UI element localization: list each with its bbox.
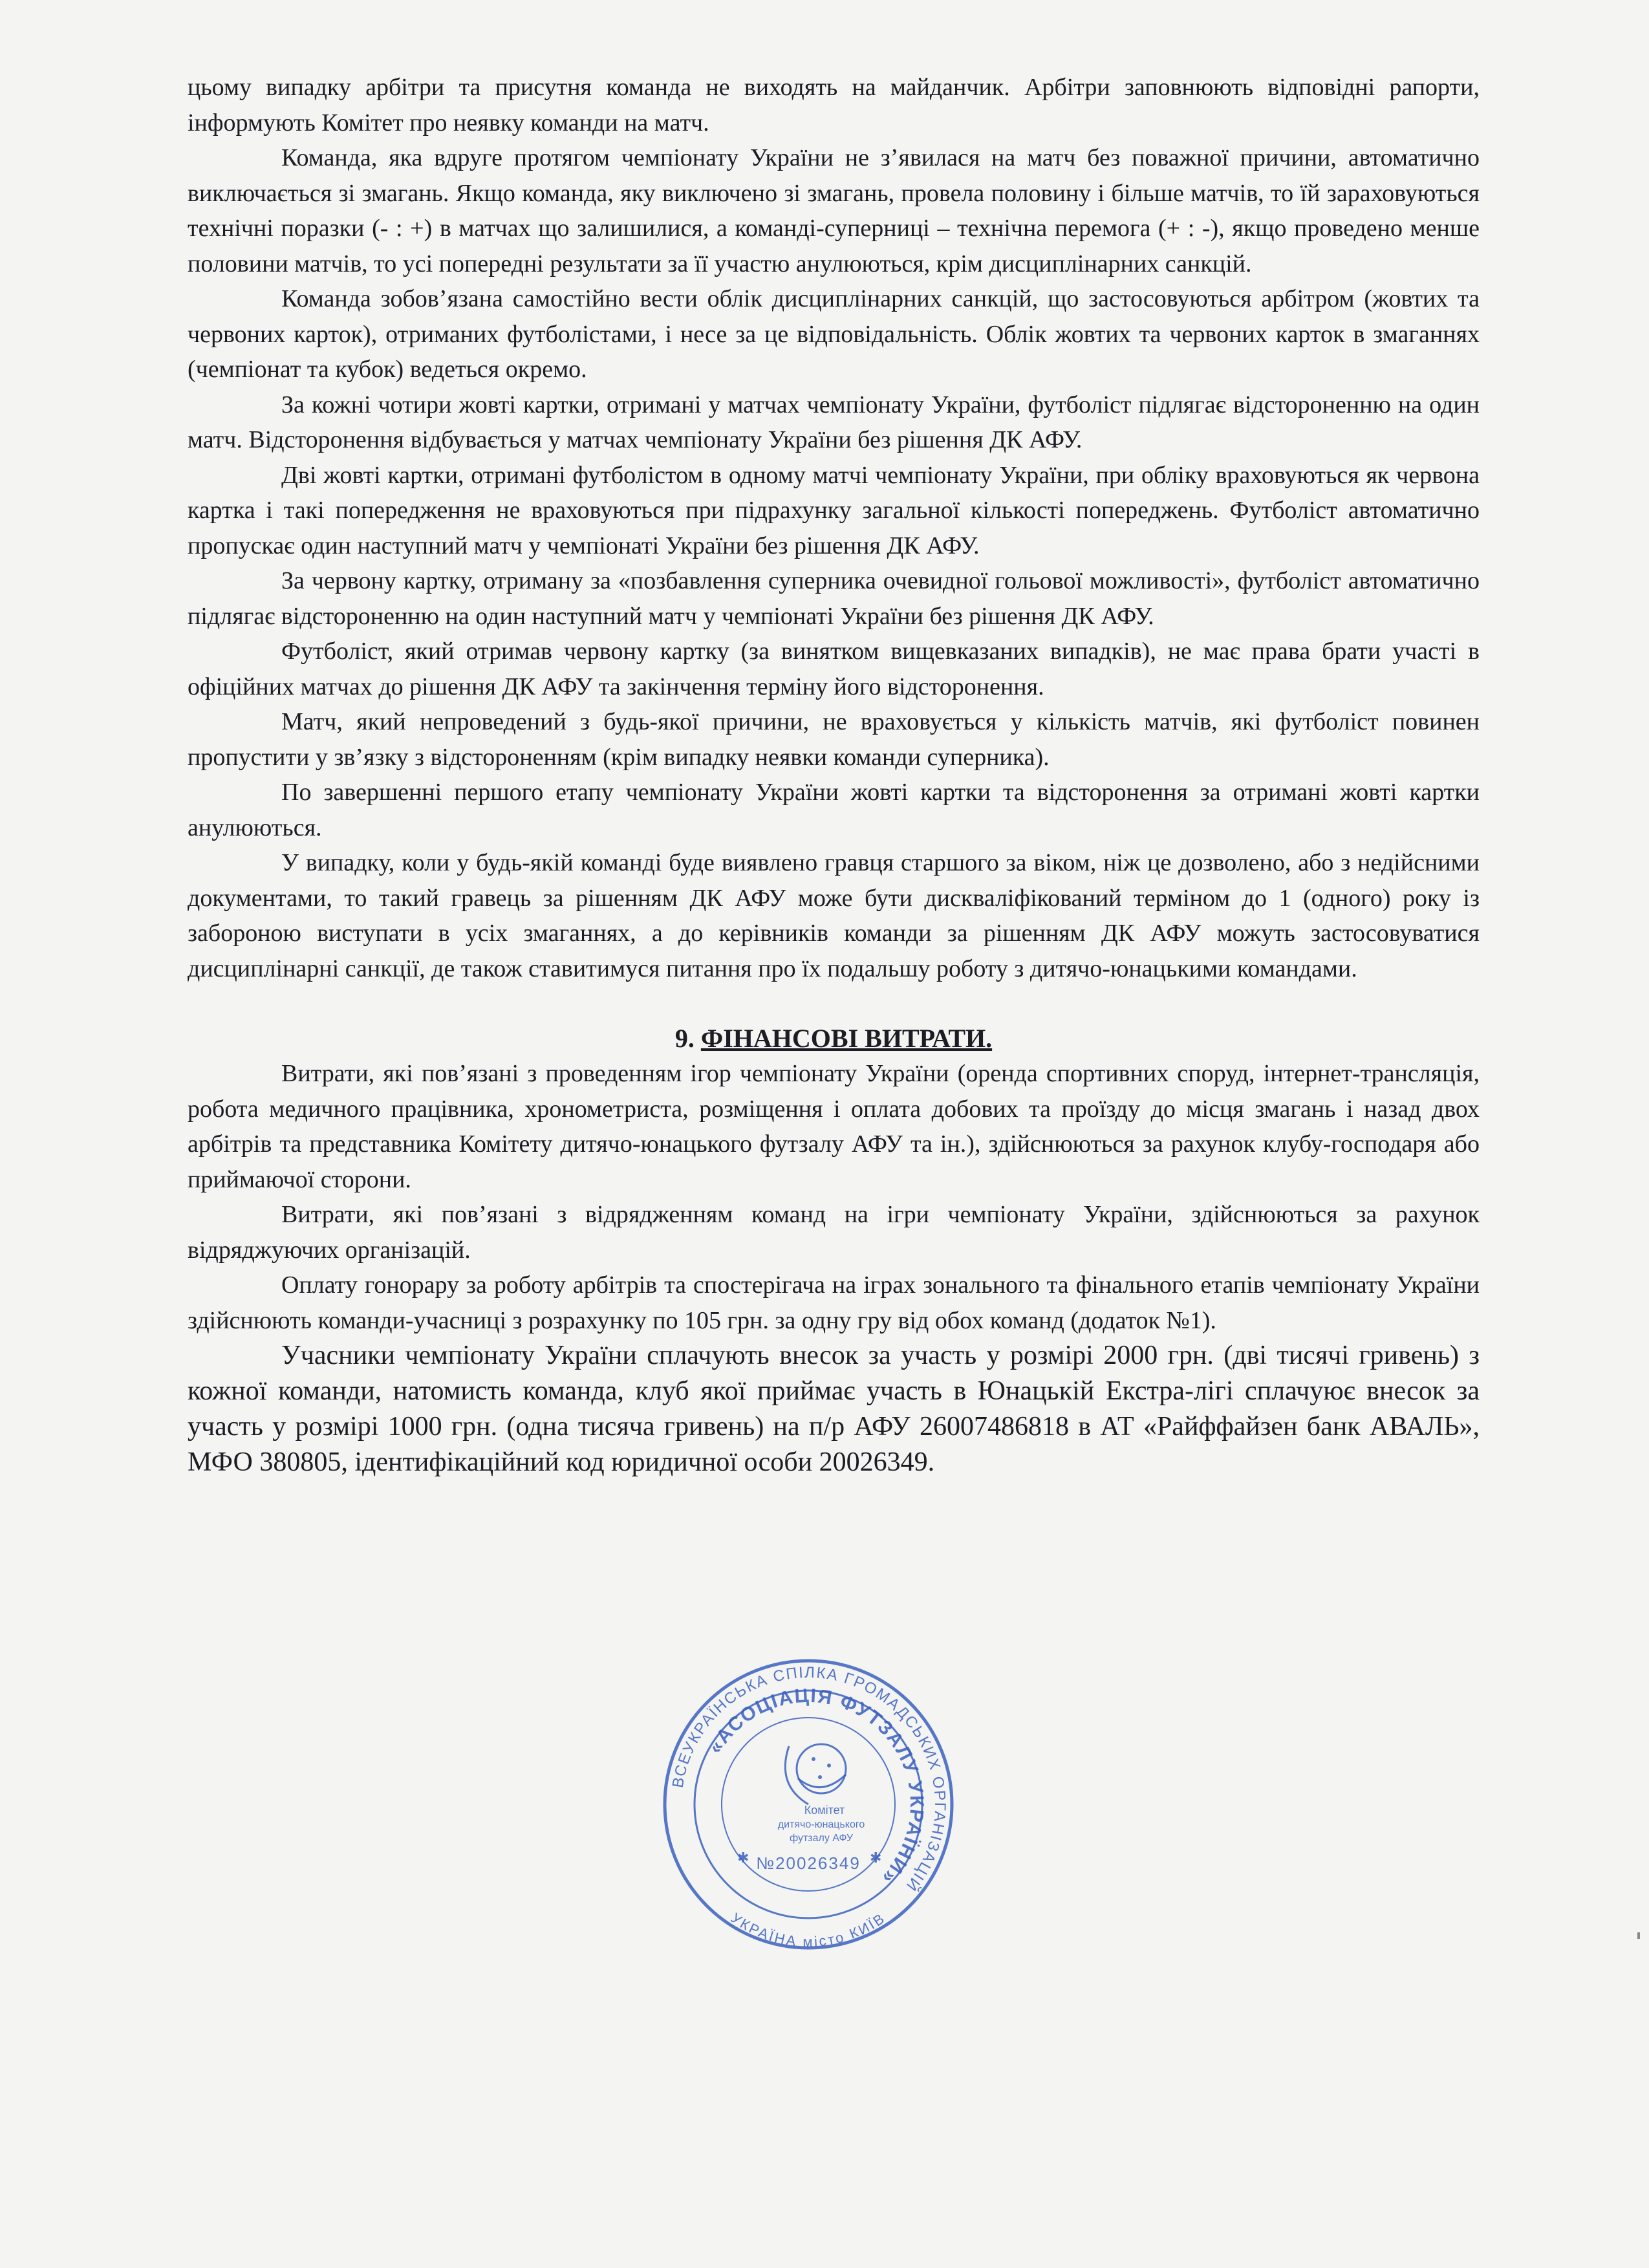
seal-star-left-icon: ✱ (737, 1850, 749, 1866)
paragraph-9: По завершенні першого етапу чемпіонату України жовті картки та відсторонення за отримані жовті картки анулюються. (188, 779, 1480, 841)
seal-inner-text: «АСОЦІАЦІЯ ФУТЗАЛУ УКРАЇНИ» (704, 1685, 928, 1889)
paragraph-10: У випадку, коли у будь-якій команді буде виявлено гравця старшого за віком, ніж це дозволено, або з недійсними документами, то такий гравець за рішенням ДК АФУ може бути дискваліфікований терміном до 1 (одного) року із забороною виступати в усіх змаганнях, а до керівників команди за рішенням ДК АФУ можуть застосовуватися дисциплінарні санкції, де також ставитимуся питання про їх подальшу роботу з дитячо-юнацькими командами. (188, 849, 1480, 982)
paragraph-4: За кожні чотири жовті картки, отримані у матчах чемпіонату України, футболіст підлягає відстороненню на один матч. Відсторонення відбувається у матчах чемпіонату України без рішення ДК АФУ. (188, 391, 1480, 453)
finance-paragraph-1: Витрати, які пов’язані з проведенням ігор чемпіонату України (оренда спортивних споруд, інтернет-трансляція, робота медичного працівника, хронометриста, розміщення і оплата добових та проїзду до місця змагань і назад двох арбітрів та представника Комітету дитячо-юнацького футзалу АФУ та ін.), здійснюються за рахунок клубу-господаря або приймаючої сторони. (188, 1060, 1480, 1193)
section-heading (188, 1021, 1480, 1056)
seal-center-line-3: футзалу АФУ (789, 1833, 854, 1844)
paragraph-3: Команда зобов’язана самостійно вести облік дисциплінарних санкцій, що застосовуються арбітром (жовтих та червоних карток), отриманих футболістами, і несе за це відповідальність. Облік жовтих та червоних карток в змаганнях (чемпіонат та кубок) ведеться окремо. (188, 285, 1480, 383)
finance-paragraph-3: Оплату гонорару за роботу арбітрів та спостерігача на іграх зонального та фінального етапів чемпіонату України здійснюють команди-учасниці з розрахунку по 105 грн. за одну гру від обох команд (додаток №1). (188, 1271, 1480, 1334)
seal-graphic (660, 1656, 957, 1953)
ball-icon (785, 1744, 846, 1804)
organization-seal (660, 1656, 957, 1953)
paragraph-2: Команда, яка вдруге протягом чемпіонату України не з’явилася на матч без поважної причини, автоматично виключається зі змагань. Якщо команда, яку виключено зі змагань, провела половину і більше матчів, то їй зараховуються технічні поразки (- : +) в матчах що залишилися, а команді-суперниці – технічна перемога (+ : -), якщо проведено менше половини матчів, то усі попередні результати за її участю анулюються, крім дисциплінарних санкцій. (188, 144, 1480, 277)
paragraph-1: цьому випадку арбітри та присутня команда не виходять на майданчик. Арбітри заповнюють відповідні рапорти, інформують Комітет про неявку команди на матч. (188, 74, 1480, 136)
seal-outer-text: ВСЕУКРАЇНСЬКА СПІЛКА ГРОМАДСЬКИХ ОРГАНІЗАЦІЙ (669, 1663, 949, 1895)
section-number: 9. (674, 1024, 695, 1053)
document-page (188, 70, 1480, 1480)
scan-edge-mark (1637, 1932, 1640, 1939)
seal-center-line-1: Комітет (804, 1804, 845, 1817)
seal-center-line-2: дитячо-юнацького (777, 1819, 865, 1830)
paragraph-7: Футболіст, який отримав червону картку (за винятком вищевказаних випадків), не має права брати участі в офіційних матчах до рішення ДК АФУ та закінчення терміну його відсторонення. (188, 638, 1480, 700)
seal-code: №20026349 (756, 1853, 861, 1873)
finance-paragraph-4: Учасники чемпіонату України сплачують внесок за участь у розмірі 2000 грн. (дві тисячі гривень) з кожної команди, натомисть команда, клуб якої приймає участь в Юнацькій Екстра-лігі сплачуює внесок за участь у розмірі 1000 грн. (одна тисяча гривень) на п/р АФУ 26007486818 в АТ «Райффайзен банк АВАЛЬ», МФО 380805, ідентифікаційний код юридичної особи 20026349. (188, 1341, 1480, 1477)
finance-paragraph-2: Витрати, які пов’язані з відрядженням команд на ігри чемпіонату України, здійснюються за рахунок відряджуючих організацій. (188, 1201, 1480, 1264)
seal-star-right-icon: ✱ (870, 1850, 882, 1866)
paragraph-6: За червону картку, отриману за «позбавлення суперника очевидної гольової можливості», футболіст автоматично підлягає відстороненню на один наступний матч у чемпіонаті України без рішення ДК АФУ. (188, 567, 1480, 630)
seal-bottom-text: УКРАЇНА місто КИЇВ (727, 1909, 889, 1950)
section-title: ФІНАНСОВІ ВИТРАТИ. (700, 1024, 993, 1053)
paragraph-5: Дві жовті картки, отримані футболістом в одному матчі чемпіонату України, при обліку враховуються як червона картка і такі попередження не враховуються при підрахунку загальної кількості попереджень. Футболіст автоматично пропускає один наступний матч у чемпіонаті України без рішення ДК АФУ. (188, 461, 1480, 559)
paragraph-8: Матч, який непроведений з будь-якої причини, не враховується у кількість матчів, які футболіст повинен пропустити у зв’язку з відстороненням (крім випадку неявки команди суперника). (188, 708, 1480, 771)
